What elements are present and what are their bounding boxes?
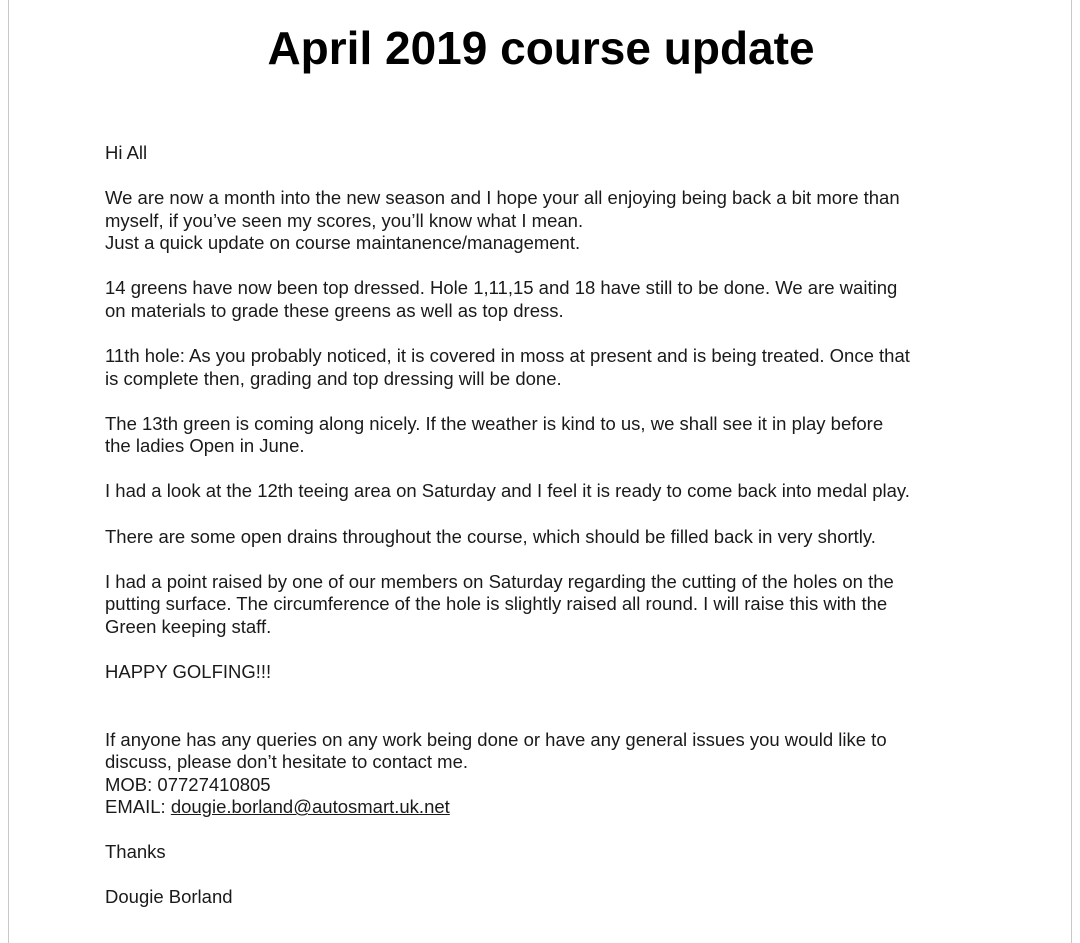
document-page <box>8 0 1072 943</box>
contact-line: If anyone has any queries on any work being done or have any general issues you would like to <box>105 728 887 750</box>
page-title: April 2019 course update <box>267 22 815 74</box>
intro-line: We are now a month into the new season and I hope your all enjoying being back a bit more than <box>105 187 900 209</box>
contact-line: discuss, please don’t hesitate to contact me. <box>105 751 469 773</box>
holes-line: I had a point raised by one of our members on Saturday regarding the cutting of the holes on the <box>105 570 894 592</box>
mobile-number: MOB: 07727410805 <box>105 773 271 795</box>
holes-line: putting surface. The circumference of the hole is slightly raised all round. I will raise this with the <box>105 593 888 615</box>
green13-line: the ladies Open in June. <box>105 435 305 457</box>
green13-line: The 13th green is coming along nicely. If the weather is kind to us, we shall see it in play before <box>105 412 884 434</box>
greeting: Hi All <box>105 142 148 163</box>
hole11-line: is complete then, grading and top dressing will be done. <box>105 367 562 389</box>
email-link[interactable]: dougie.borland@autosmart.uk.net <box>170 796 450 818</box>
greens-line: on materials to grade these greens as well as top dress. <box>105 299 564 321</box>
email-label: EMAIL: <box>105 796 171 818</box>
signature: Dougie Borland <box>105 886 233 908</box>
intro-line: Just a quick update on course maintanence/management. <box>105 232 581 254</box>
greens-paragraph <box>105 277 1005 322</box>
green13-paragraph <box>105 413 1005 458</box>
contact-paragraph <box>105 729 1005 819</box>
happy-golfing: HAPPY GOLFING!!! <box>105 660 272 682</box>
holes-paragraph <box>105 571 1005 639</box>
intro-paragraph <box>105 187 1005 255</box>
drains-paragraph: There are some open drains throughout the course, which should be filled back in very shortly. <box>105 525 876 547</box>
holes-line: Green keeping staff. <box>105 615 272 637</box>
letter-body <box>105 142 1005 909</box>
thanks: Thanks <box>105 841 166 863</box>
greens-line: 14 greens have now been top dressed. Hole 1,11,15 and 18 have still to be done. We are waiting <box>105 277 898 299</box>
intro-line: myself, if you’ve seen my scores, you’ll know what I mean. <box>105 209 584 231</box>
hole11-paragraph <box>105 345 1005 390</box>
hole11-line: 11th hole: As you probably noticed, it is covered in moss at present and is being treated. Once that <box>105 345 910 367</box>
tee12-paragraph: I had a look at the 12th teeing area on Saturday and I feel it is ready to come back into medal play. <box>105 480 910 502</box>
